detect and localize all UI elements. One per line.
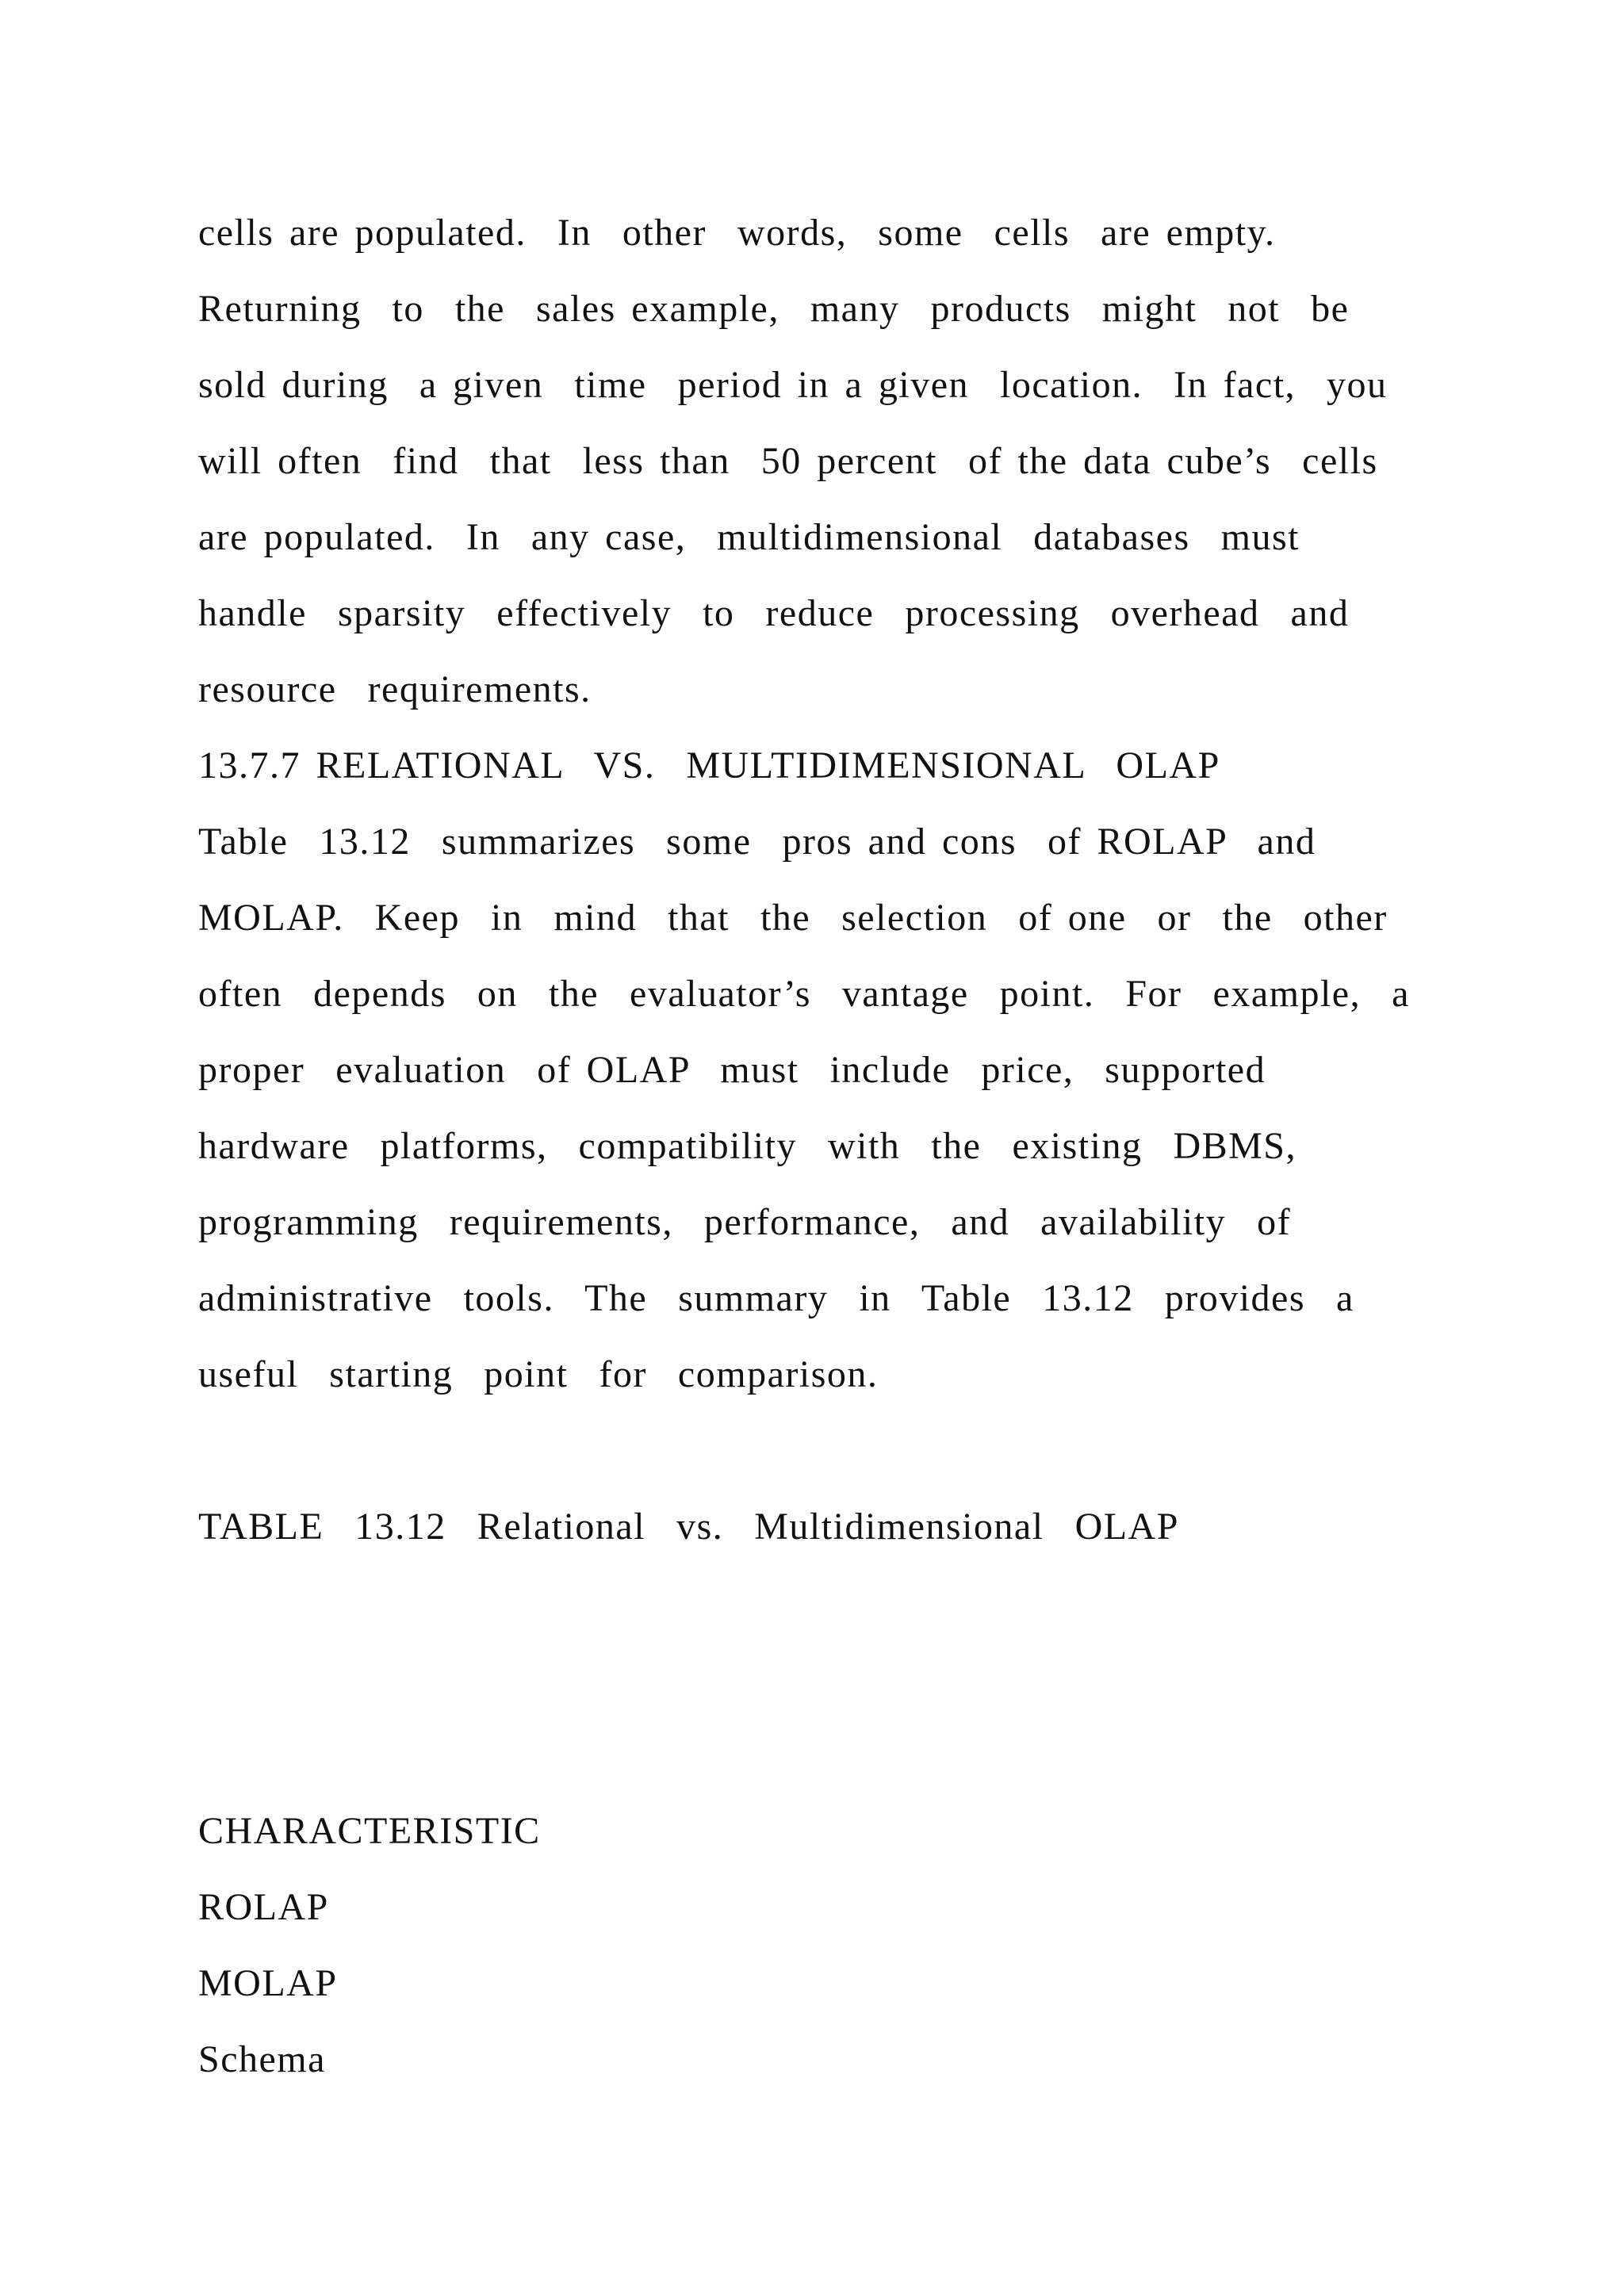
paragraph-line: MOLAP. Keep in mind that the selection of one or the other xyxy=(198,897,1388,939)
paragraph-line: Returning to the sales example, many products might not be xyxy=(198,288,1350,330)
section-heading: 13.7.7 RELATIONAL VS. MULTIDIMENSIONAL OLAP xyxy=(198,744,1220,786)
table-cell-list xyxy=(198,1793,1467,2098)
paragraph-line: resource requirements. xyxy=(198,668,592,710)
table-header-molap: MOLAP xyxy=(198,1962,338,2004)
table-header-characteristic: CHARACTERISTIC xyxy=(198,1810,541,1852)
paragraph-line: will often find that less than 50 percent of the data cube’s cells xyxy=(198,440,1378,482)
paragraph-line: often depends on the evaluator’s vantage point. For example, a xyxy=(198,973,1410,1015)
spacer xyxy=(198,1565,1467,1793)
paragraph-line: sold during a given time period in a given location. In fact, you xyxy=(198,364,1388,406)
paragraph-line: programming requirements, performance, and availability of xyxy=(198,1201,1292,1243)
paragraph-line: Table 13.12 summarizes some pros and cons of ROLAP and xyxy=(198,821,1316,863)
paragraph-line: cells are populated. In other words, some cells are empty. xyxy=(198,212,1276,254)
table-row-label-schema: Schema xyxy=(198,2038,326,2080)
paragraph-comparison xyxy=(198,804,1467,1413)
paragraph-line: handle sparsity effectively to reduce processing overhead and xyxy=(198,592,1350,634)
paragraph-line: are populated. In any case, multidimensional databases must xyxy=(198,516,1300,558)
spacer xyxy=(198,1413,1467,1489)
table-header-rolap: ROLAP xyxy=(198,1886,329,1928)
table-caption: TABLE 13.12 Relational vs. Multidimensional OLAP xyxy=(198,1506,1179,1548)
paragraph-line: administrative tools. The summary in Table 13.12 provides a xyxy=(198,1277,1354,1319)
document-body xyxy=(198,195,1467,2098)
paragraph-line: hardware platforms, compatibility with the existing DBMS, xyxy=(198,1125,1297,1167)
paragraph-line: useful starting point for comparison. xyxy=(198,1353,879,1395)
paragraph-line: proper evaluation of OLAP must include price, supported xyxy=(198,1049,1266,1091)
paragraph-sparsity xyxy=(198,195,1467,728)
